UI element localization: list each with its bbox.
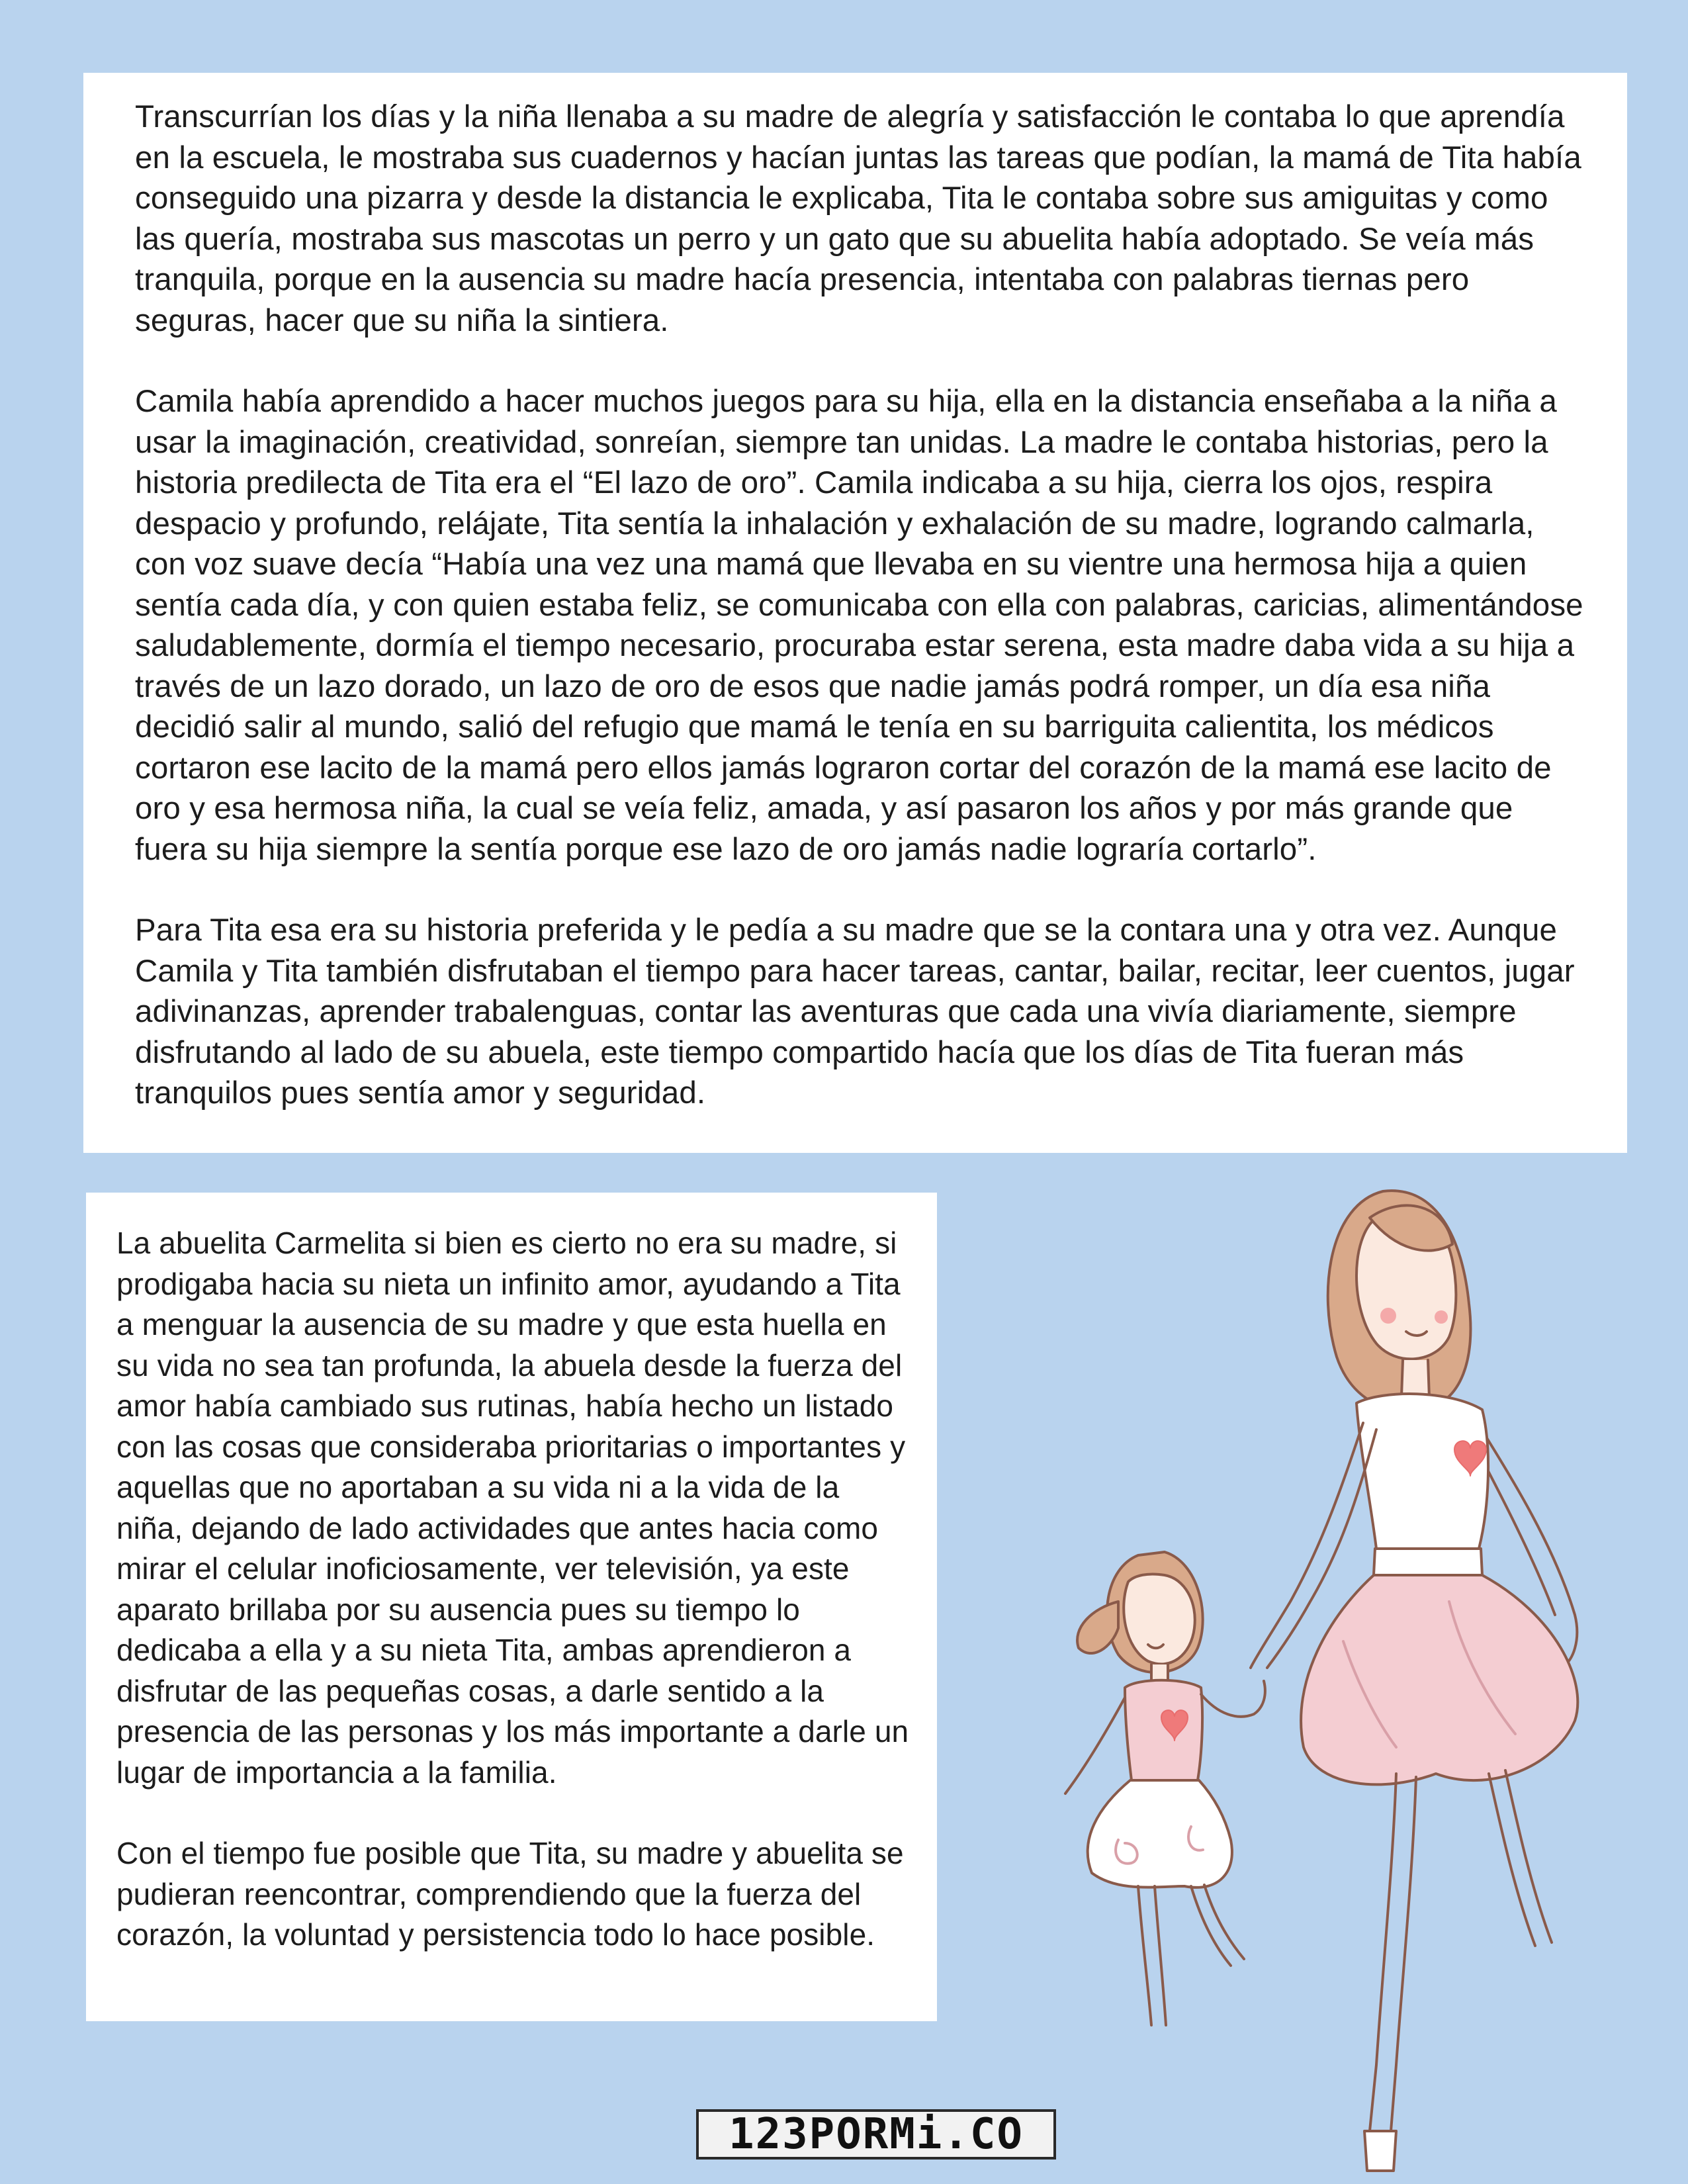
mother-daughter-illustration <box>920 1138 1688 2184</box>
paragraph: Con el tiempo fue posible que Tita, su madre y abuelita se pudieran reencontrar, comprendiendo que la fuerza del corazón, la voluntad y persistencia todo lo hace posible. <box>116 1836 904 1952</box>
paragraph: La abuelita Carmelita si bien es cierto no era su madre, si prodigaba hacia su nieta un infinito amor, ayudando a Tita a menguar la ausencia de su madre y que esta huella en su vida no sea tan profunda, la abuela desde la fuerza del amor había cambiado sus rutinas, había hecho un listado con las cosas que consideraba prioritarias o importantes y aquellas que no aportaban a su vida ni a la vida de la niña, dejando de lado actividades que antes hacia como mirar el celular inoficiosamente, ver televisión, ya este aparato brillaba por su ausencia pues su tiempo lo dedicaba a ella y a su nieta Tita, ambas aprendieron a disfrutar de las pequeñas cosas, a darle sentido a la presencia de las personas y los más importante a darle un lugar de importancia a la familia. <box>116 1226 909 1790</box>
paragraph: Transcurrían los días y la niña llenaba a su madre de alegría y satisfacción le contaba lo que aprendía en la escuela, le mostraba sus cuadernos y hacían juntas las tareas que podían, la mamá de Tita había conseguido una pizarra y desde la distancia le explicaba, Tita le contaba sobre sus amiguitas y como las quería, mostraba sus mascotas un perro y un gato que su abuelita había adoptado. Se veía más tranquila, porque en la ausencia su madre hacía presencia, intentaba con palabras tiernas pero seguras, hacer que su niña la sintiera. <box>135 99 1581 338</box>
bottom-text-panel <box>86 1193 937 2021</box>
paragraph: Para Tita esa era su historia preferida y le pedía a su madre que se la contara una y otra vez. Aunque Camila y Tita también disfrutaban el tiempo para hacer tareas, cantar, bailar, recitar, leer cuentos, jugar adivinanzas, aprender trabalenguas, contar las aventuras que cada una vivía diariamente, siempre disfrutando al lado de su abuela, este tiempo compartido hacía que los días de Tita fueran más tranquilos pues sentía amor y seguridad. <box>135 913 1575 1111</box>
daughter-figure <box>1065 1552 1265 2025</box>
site-logo[interactable]: 123PORMi.CO <box>696 2109 1056 2160</box>
mother-figure <box>1251 1191 1577 2171</box>
top-text-panel <box>83 73 1627 1153</box>
paragraph: Camila había aprendido a hacer muchos juegos para su hija, ella en la distancia enseñaba a la niña a usar la imaginación, creatividad, sonreían, siempre tan unidas. La madre le contaba historias, pero la historia predilecta de Tita era el “El lazo de oro”. Camila indicaba a su hija, cierra los ojos, respira despacio y profundo, relájate, Tita sentía la inhalación y exhalación de su madre, logrando calmarla, con voz suave decía “Había una vez una mamá que llevaba en su vientre una hermosa hija a quien sentía cada día, y con quien estaba feliz, se comunicaba con ella con palabras, caricias, alimentándose saludablemente, dormía el tiempo necesario, procuraba estar serena, esta madre daba vida a su hija a través de un lazo dorado, un lazo de oro de esos que nadie jamás podrá romper, un día esa niña decidió salir al mundo, salió del refugio que mamá le tenía en su barriguita calientita, los médicos cortaron ese lacito de la mamá pero ellos jamás lograron cortar del corazón de la mamá ese lacito de oro y esa hermosa niña, la cual se veía feliz, amada, y así pasaron los años y por más grande que fuera su hija siempre la sentía porque ese lazo de oro jamás nadie lograría cortarlo”. <box>135 384 1583 867</box>
